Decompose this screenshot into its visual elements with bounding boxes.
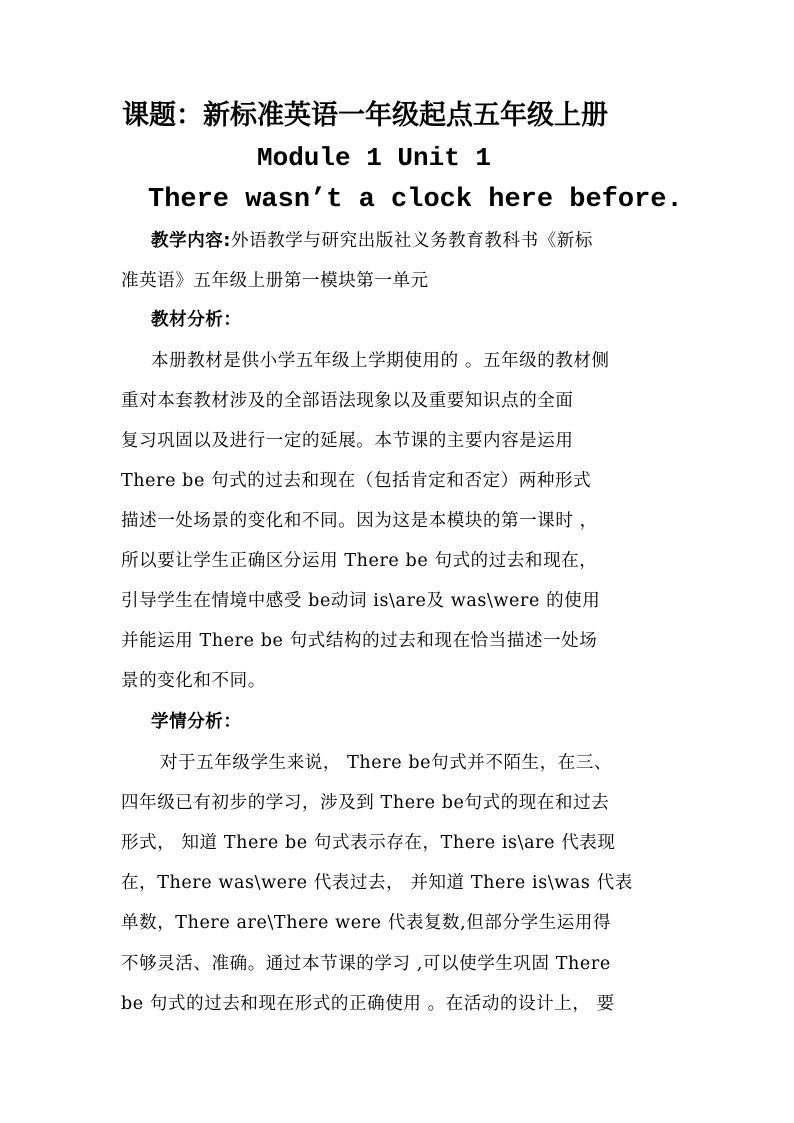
module-heading: Module 1 Unit 1 <box>257 143 492 173</box>
learner-analysis-line: 在，There was\were 代表过去， 并知道 There is\was 代表 <box>121 873 633 893</box>
teaching-content-line-1 <box>151 221 711 261</box>
textbook-analysis-line: 复习巩固以及进行一定的延展。本节课的主要内容是运用 <box>121 431 574 451</box>
lesson-heading: There wasn’t a clock here before. <box>148 185 683 215</box>
teaching-content-label: 教学内容: <box>151 231 231 251</box>
learner-analysis-heading: 学情分析： <box>151 712 242 732</box>
textbook-analysis-line: 景的变化和不同。 <box>121 671 266 691</box>
learner-analysis-line: 形式， 知道 There be 句式表示存在，There is\are 代表现 <box>121 833 616 853</box>
textbook-analysis-line: 所以要让学生正确区分运用 There be 句式的过去和现在， <box>121 551 598 571</box>
textbook-analysis-line: 描述一处场景的变化和不同。因为这是本模块的第一课时 ， <box>121 511 598 531</box>
learner-analysis-line: be 句式的过去和现在形式的正确使用 。在活动的设计上， 要 <box>121 994 615 1014</box>
textbook-analysis-line: 引导学生在情境中感受 be动词 is\are及 was\were 的使用 <box>121 591 601 611</box>
textbook-analysis-heading: 教材分析： <box>151 310 242 330</box>
textbook-analysis-line: There be 句式的过去和现在（包括肯定和否定）两种形式 <box>121 471 592 491</box>
document-title: 课题：新标准英语一年级起点五年级上册 <box>122 100 608 131</box>
learner-analysis-line: 不够灵活、准确。通过本节课的学习 ,可以使学生巩固 There <box>121 954 611 974</box>
teaching-content-text: 外语教学与研究出版社义务教育教科书《新标 <box>231 231 593 251</box>
learner-analysis-line: 单数，There are\There were 代表复数,但部分学生运用得 <box>121 913 612 933</box>
teaching-content-line-2: 准英语》五年级上册第一模块第一单元 <box>121 271 429 291</box>
textbook-analysis-line: 本册教材是供小学五年级上学期使用的 。五年级的教材侧 <box>151 351 610 371</box>
learner-analysis-line: 四年级已有初步的学习，涉及到 There be句式的现在和过去 <box>121 793 610 813</box>
learner-analysis-line: 对于五年级学生来说， There be句式并不陌生，在三、 <box>160 753 613 773</box>
textbook-analysis-line: 重对本套教材涉及的全部语法现象以及重要知识点的全面 <box>121 391 574 411</box>
textbook-analysis-line: 并能运用 There be 句式结构的过去和现在恰当描述一处场 <box>121 631 598 651</box>
